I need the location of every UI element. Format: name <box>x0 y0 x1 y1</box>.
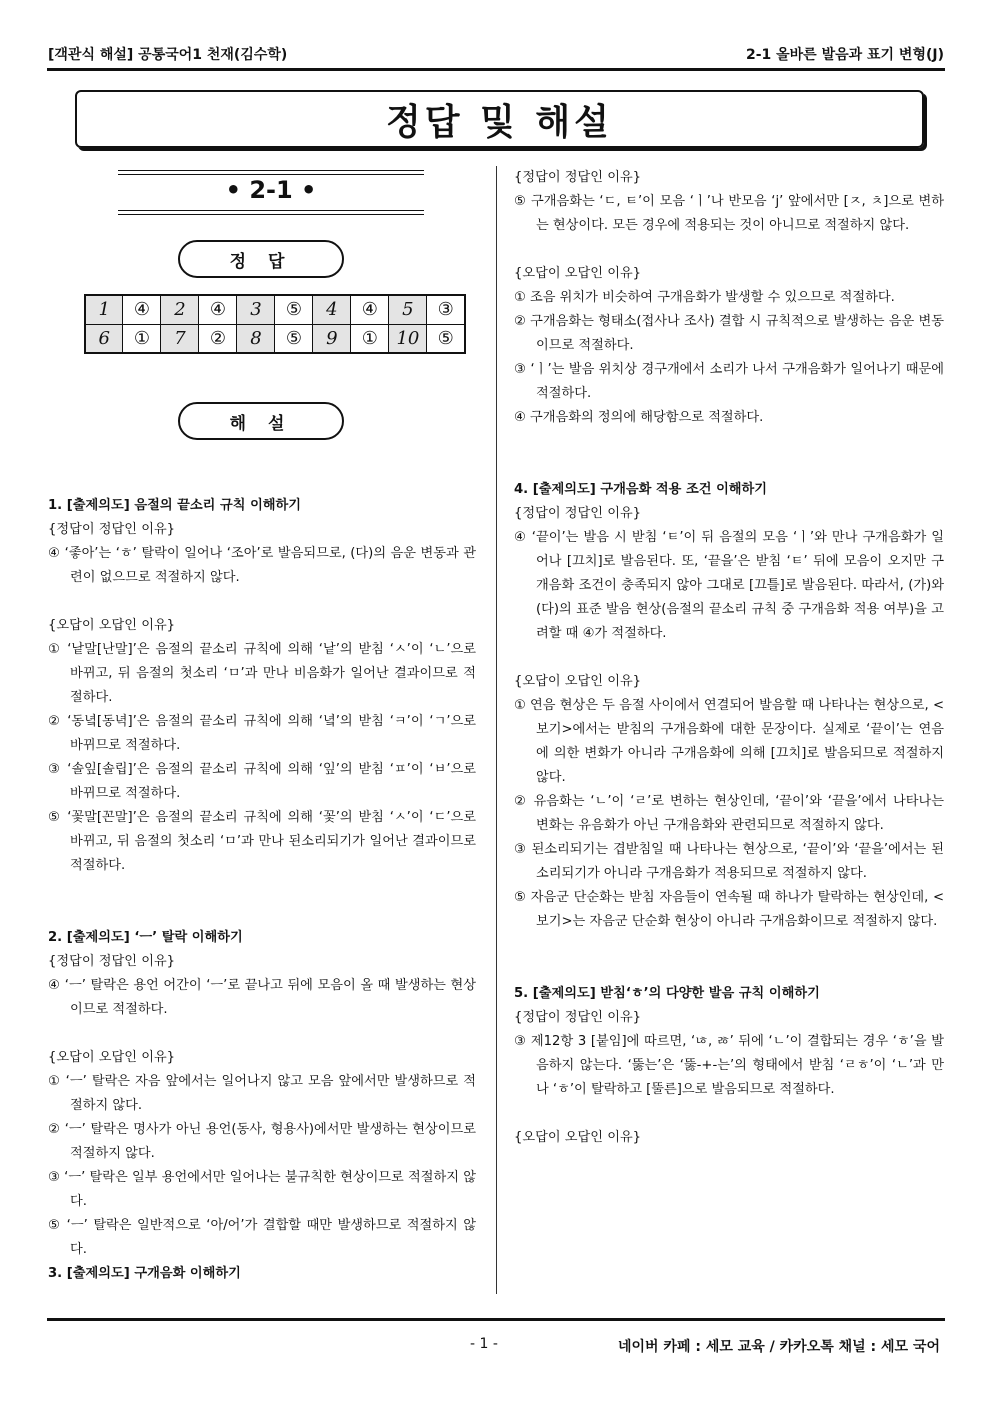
spacer <box>48 590 476 614</box>
explanation-item: ③ ‘솔잎[솔립]’은 음절의 끝소리 규칙에 의해 ‘잎’의 받침 ‘ㅍ’이 ‘ㅂ’으로 바뀌므로 적절하다. <box>48 762 476 801</box>
explanation-item: ④ 구개음화의 정의에 해당함으로 적절하다. <box>514 410 764 425</box>
question-number: 2 <box>161 295 199 324</box>
question-heading: 4. [출제의도] 구개음화 적용 조건 이해하기 <box>514 482 768 497</box>
answer-value: ⑤ <box>275 324 313 353</box>
spacer <box>514 1102 944 1126</box>
header-left: [객관식 해설] 공통국어1 천재(김수학) <box>48 47 288 63</box>
explanation-item: ⑤ 자음군 단순화는 받침 자음들이 연속될 때 하나가 탈락하는 현상인데, <보기>는 자음군 단순화 현상이 아니라 구개음화이므로 적절하지 않다. <box>514 890 944 929</box>
section-rule-bottom <box>118 210 424 211</box>
explanation-pill: 해 설 <box>178 402 344 440</box>
subheading: {오답이 오답인 이유} <box>514 1130 642 1145</box>
section-rule-top-2 <box>118 174 424 175</box>
section-rule-top <box>118 170 424 171</box>
section-rule-bottom-2 <box>118 214 424 215</box>
spacer <box>514 454 944 478</box>
spacer <box>48 878 476 902</box>
answer-value: ③ <box>427 295 465 324</box>
answer-value: ② <box>199 324 237 353</box>
left-column <box>48 494 476 1286</box>
spacer <box>514 934 944 958</box>
subheading: {정답이 정답인 이유} <box>514 506 642 521</box>
question-heading: 1. [출제의도] 음절의 끝소리 규칙 이해하기 <box>48 498 302 513</box>
column-divider <box>496 166 497 1294</box>
subheading: {오답이 오답인 이유} <box>48 618 176 633</box>
footer-rule <box>47 1318 945 1321</box>
header-right: 2-1 올바른 발음과 표기 변형(J) <box>745 47 944 63</box>
explanation-item: ③ 제12항 3 [붙임]에 따르면, ‘ㄶ, ㅀ’ 뒤에 ‘ㄴ’이 결합되는 경우 ‘ㅎ’을 발음하지 않는다. ‘뚫는’은 ‘뚫-+-는’의 형태에서 받침 ‘ㄹㅎ’이 ‘ㄴ’과 만나 ‘ㅎ’이 탈락하고 [뚤른]으로 발음되므로 적절하다. <box>514 1034 944 1097</box>
question-heading: 3. [출제의도] 구개음화 이해하기 <box>48 1266 241 1281</box>
spacer <box>514 430 944 454</box>
question-number: 3 <box>237 295 275 324</box>
spacer <box>514 238 944 262</box>
explanation-item: ⑤ ‘ㅡ’ 탈락은 일반적으로 ‘아/어’가 결합할 때만 발생하므로 적절하지 않다. <box>48 1218 476 1257</box>
answer-value: ① <box>351 324 389 353</box>
question-number: 8 <box>237 324 275 353</box>
explanation-item: ① ‘ㅡ’ 탈락은 자음 앞에서는 일어나지 않고 모음 앞에서만 발생하므로 적절하지 않다. <box>48 1074 476 1113</box>
answer-value: ⑤ <box>275 295 313 324</box>
answer-table <box>84 294 466 354</box>
subheading: {오답이 오답인 이유} <box>514 674 642 689</box>
question-number: 6 <box>85 324 123 353</box>
explanation-item: ② 유음화는 ‘ㄴ’이 ‘ㄹ’로 변하는 현상인데, ‘끝이’와 ‘끝을’에서 나타나는 변화는 유음화가 아닌 구개음화와 관련되므로 적절하지 않다. <box>514 794 944 833</box>
explanation-item: ① 연음 현상은 두 음절 사이에서 연결되어 발음할 때 나타나는 현상으로, <보기>에서는 받침의 구개음화에 대한 문장이다. 실제로 ‘끝이’는 연음에 의한 변화가 아니라 구개음화에 의해 [끄치]로 발음되므로 적절하지 않다. <box>514 698 944 785</box>
subheading: {정답이 정답인 이유} <box>48 522 176 537</box>
explanation-item: ② ‘ㅡ’ 탈락은 명사가 아닌 용언(동사, 형용사)에서만 발생하는 현상이므로 적절하지 않다. <box>48 1122 476 1161</box>
spacer <box>48 1022 476 1046</box>
question-heading: 5. [출제의도] 받침‘ㅎ’의 다양한 발음 규칙 이해하기 <box>514 986 820 1001</box>
section-label: • 2-1 • <box>225 176 317 204</box>
title-box <box>75 90 924 148</box>
question-number: 4 <box>313 295 351 324</box>
page-number: - 1 - <box>470 1336 498 1352</box>
question-number: 10 <box>389 324 427 353</box>
explanation-item: ⑤ ‘꽃말[꼰말]’은 음절의 끝소리 규칙에 의해 ‘꽃’의 받침 ‘ㅅ’이 ‘ㄷ’으로 바뀌고, 뒤 음절의 첫소리 ‘ㅁ’과 만나 된소리되기가 일어난 결과이므로 적절하다. <box>48 810 476 873</box>
answer-row <box>85 324 465 353</box>
header-rule <box>47 68 945 71</box>
answer-pill: 정 답 <box>178 240 344 278</box>
explanation-item: ③ ‘ㅡ’ 탈락은 일부 용언에서만 일어나는 불규칙한 현상이므로 적절하지 않다. <box>48 1170 476 1209</box>
explanation-item: ② ‘동녘[동녁]’은 음절의 끝소리 규칙에 의해 ‘녘’의 받침 ‘ㅋ’이 ‘ㄱ’으로 바뀌므로 적절하다. <box>48 714 476 753</box>
explanation-item: ③ 된소리되기는 겹받침일 때 나타나는 현상으로, ‘끝이’와 ‘끝을’에서는 된소리되기가 아니라 구개음화가 적용되므로 적절하지 않다. <box>514 842 944 881</box>
answer-value: ④ <box>123 295 161 324</box>
footer-channel: 네이버 카페 : 세모 교육 / 카카오톡 채널 : 세모 국어 <box>617 1339 940 1355</box>
explanation-item: ① ‘낱말[난말]’은 음절의 끝소리 규칙에 의해 ‘낱’의 받침 ‘ㅅ’이 ‘ㄴ’으로 바뀌고, 뒤 음절의 첫소리 ‘ㅁ’과 만나 비음화가 일어난 결과이므로 적절하다. <box>48 642 476 705</box>
question-number: 5 <box>389 295 427 324</box>
explanation-item: ④ ‘ㅡ’ 탈락은 용언 어간이 ‘ㅡ’로 끝나고 뒤에 모음이 올 때 발생하는 현상이므로 적절하다. <box>48 978 476 1017</box>
page-title: 정답 및 해설 <box>386 101 613 143</box>
answer-row <box>85 295 465 324</box>
subheading: {오답이 오답인 이유} <box>48 1050 176 1065</box>
question-number: 9 <box>313 324 351 353</box>
subheading: {정답이 정답인 이유} <box>48 954 176 969</box>
explanation-item: ② 구개음화는 형태소(접사나 조사) 결합 시 규칙적으로 발생하는 음운 변동이므로 적절하다. <box>514 314 944 353</box>
subheading: {오답이 오답인 이유} <box>514 266 642 281</box>
subheading: {정답이 정답인 이유} <box>514 1010 642 1025</box>
spacer <box>48 902 476 926</box>
explanation-item: ④ ‘좋아’는 ‘ㅎ’ 탈락이 일어나 ‘조아’로 발음되므로, (다)의 음운 변동과 관련이 없으므로 적절하지 않다. <box>48 546 476 585</box>
subheading: {정답이 정답인 이유} <box>514 170 642 185</box>
spacer <box>514 958 944 982</box>
answer-value: ④ <box>199 295 237 324</box>
right-column <box>514 166 944 1150</box>
explanation-item: ④ ‘끝이’는 발음 시 받침 ‘ㅌ’이 뒤 음절의 모음 ‘ㅣ’와 만나 구개음화가 일어나 [끄치]로 발음된다. 또, ‘끝을’은 받침 ‘ㅌ’ 뒤에 모음이 오지만 구개음화 조건이 충족되지 않아 그대로 [끄틀]로 발음된다. 따라서, (가)와 (다)의 표준 발음 현상(음절의 끝소리 규칙 중 구개음화 적용 여부)을 고려할 때 ④가 적절하다. <box>514 530 944 641</box>
explanation-item: ① 조음 위치가 비슷하여 구개음화가 발생할 수 있으므로 적절하다. <box>514 290 895 305</box>
answer-value: ④ <box>351 295 389 324</box>
question-number: 1 <box>85 295 123 324</box>
answer-value: ⑤ <box>427 324 465 353</box>
explanation-item: ③ ‘ㅣ’는 발음 위치상 경구개에서 소리가 나서 구개음화가 일어나기 때문에 적절하다. <box>514 362 944 401</box>
answer-value: ① <box>123 324 161 353</box>
question-heading: 2. [출제의도] ‘ㅡ’ 탈락 이해하기 <box>48 930 243 945</box>
explanation-item: ⑤ 구개음화는 ‘ㄷ, ㅌ’이 모음 ‘ㅣ’나 반모음 ‘j’ 앞에서만 [ㅈ, ㅊ]으로 변하는 현상이다. 모든 경우에 적용되는 것이 아니므로 적절하지 않다. <box>514 194 944 233</box>
spacer <box>514 646 944 670</box>
question-number: 7 <box>161 324 199 353</box>
